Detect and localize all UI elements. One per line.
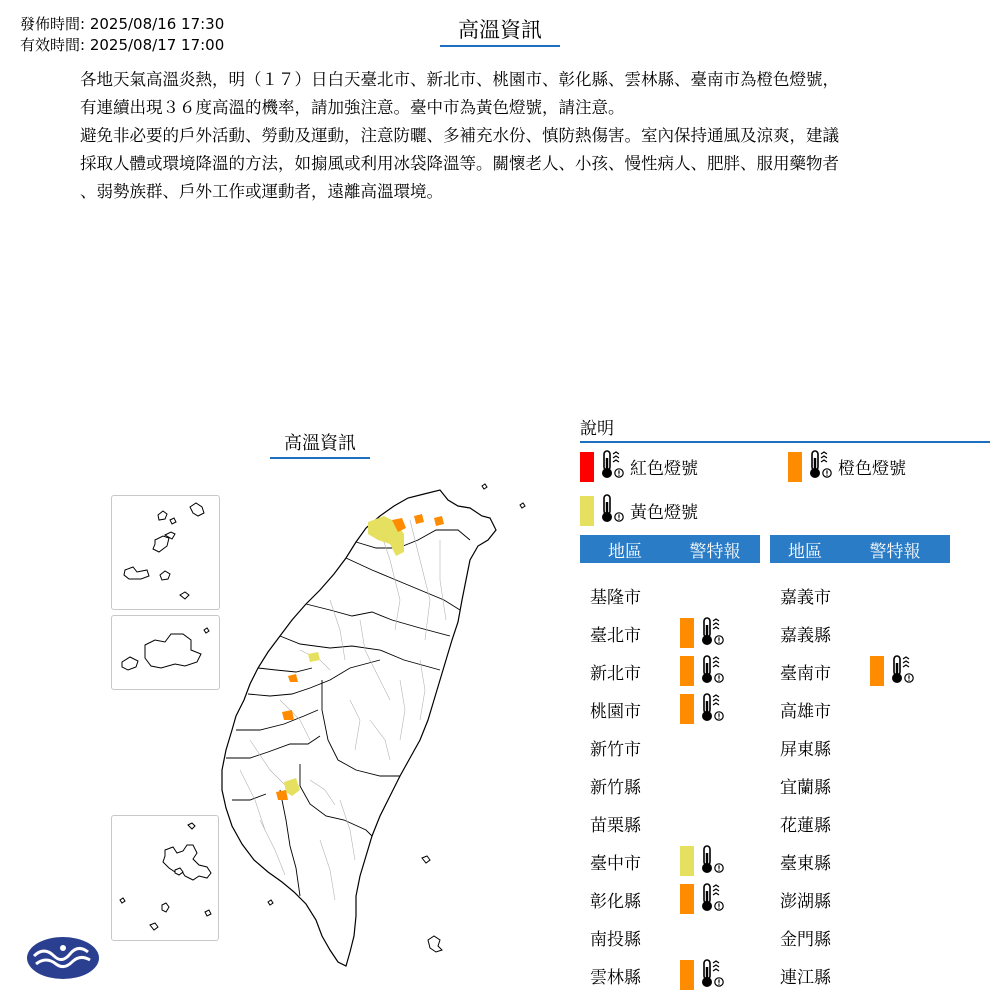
legend-label-red: 紅色燈號	[630, 459, 698, 479]
warning-swatch-orange	[870, 656, 884, 686]
table-row	[580, 804, 680, 842]
table-row	[580, 728, 680, 766]
kinmen-islands	[122, 628, 209, 670]
description-line: 避免非必要的戶外活動、勞動及運動，注意防曬、多補充水份、慎防熱傷害。室內保持通風及涼爽，建議	[80, 126, 839, 145]
table-row	[770, 728, 870, 766]
table-row	[770, 614, 870, 652]
warning-cell	[680, 615, 730, 652]
warning-cell	[680, 843, 730, 880]
table-row	[580, 690, 730, 728]
legend-label-yellow: 黃色燈號	[630, 503, 698, 523]
region-name: 臺南市	[780, 663, 831, 684]
column-header-warning: 警特報	[689, 541, 741, 562]
table-row	[770, 804, 870, 842]
region-name: 新北市	[590, 663, 641, 684]
warning-swatch-orange	[680, 694, 694, 724]
table-row	[770, 842, 870, 880]
region-name: 金門縣	[780, 929, 831, 950]
region-name: 新竹市	[590, 739, 641, 760]
region-name: 屏東縣	[780, 739, 831, 760]
thermometer-warning-icon	[698, 615, 726, 652]
warning-swatch-orange	[680, 618, 694, 648]
table-row	[770, 652, 920, 690]
region-name: 澎湖縣	[780, 891, 831, 912]
thermometer-warning-icon	[698, 691, 726, 728]
thermometer-warning-icon	[698, 957, 726, 994]
region-name: 花蓮縣	[780, 815, 831, 836]
warning-cell	[680, 957, 730, 994]
matsu-islands	[124, 503, 204, 599]
description-line: 、弱勢族群、戶外工作或運動者，遠離高溫環境。	[80, 182, 443, 201]
table-row	[580, 614, 730, 652]
valid-time: 有效時間: 2025/08/17 17:00	[20, 36, 225, 54]
warning-swatch-yellow	[680, 846, 694, 876]
page-title: 高溫資訊	[440, 16, 560, 47]
table-row	[770, 880, 870, 918]
warning-cell	[870, 653, 920, 690]
table-header-right	[770, 535, 950, 563]
region-name: 臺中市	[590, 853, 641, 874]
description-line: 有連續出現３６度高溫的機率，請加強注意。臺中市為黃色燈號，請注意。	[80, 98, 625, 117]
table-row	[770, 576, 870, 614]
thermometer-warning-icon	[698, 881, 726, 918]
region-name: 基隆市	[590, 587, 641, 608]
region-name: 嘉義縣	[780, 625, 831, 646]
legend-label-orange: 橙色燈號	[838, 459, 906, 479]
map-title: 高溫資訊	[270, 432, 370, 459]
table-row	[580, 576, 680, 614]
table-row	[770, 918, 870, 956]
table-row	[580, 842, 730, 880]
region-name: 桃園市	[590, 701, 641, 722]
legend-title: 說明	[580, 418, 990, 443]
region-name: 彰化縣	[590, 891, 641, 912]
table-row	[580, 956, 730, 994]
table-row	[580, 880, 730, 918]
legend-swatch-red	[580, 452, 594, 482]
penghu-islands	[120, 823, 211, 930]
legend-swatch-yellow	[580, 496, 594, 526]
region-name: 新竹縣	[590, 777, 641, 798]
column-header-warning: 警特報	[869, 541, 921, 562]
legend-orange	[788, 448, 906, 485]
thermometer-warning-icon	[806, 448, 834, 485]
cwa-logo-icon	[26, 936, 100, 984]
region-name: 南投縣	[590, 929, 641, 950]
column-header-region: 地區	[788, 541, 822, 562]
warning-swatch-orange	[680, 656, 694, 686]
table-row	[770, 956, 870, 994]
region-name: 嘉義市	[780, 587, 831, 608]
region-name: 臺東縣	[780, 853, 831, 874]
table-header-left	[580, 535, 760, 563]
region-name: 雲林縣	[590, 967, 641, 988]
table-row	[770, 766, 870, 804]
warning-swatch-orange	[680, 884, 694, 914]
table-row	[580, 766, 680, 804]
taiwan-main-island	[222, 490, 496, 966]
description-line: 採取人體或環境降溫的方法，如搧風或利用冰袋降溫等。關懷老人、小孩、慢性病人、肥胖、服用藥物者	[80, 154, 839, 173]
table-row	[770, 690, 870, 728]
legend-red	[580, 448, 698, 485]
column-header-region: 地區	[608, 541, 642, 562]
thermometer-warning-icon	[698, 653, 726, 690]
legend-yellow	[580, 492, 698, 529]
thermometer-warning-icon	[598, 492, 626, 529]
thermometer-warning-icon	[598, 448, 626, 485]
thermometer-warning-icon	[888, 653, 916, 690]
warning-swatch-orange	[680, 960, 694, 990]
table-row	[580, 652, 730, 690]
table-row	[580, 918, 680, 956]
issue-time: 發佈時間: 2025/08/16 17:30	[20, 15, 225, 33]
thermometer-warning-icon	[698, 843, 726, 880]
description-line: 各地天氣高溫炎熱，明（１７）日白天臺北市、新北市、桃園市、彰化縣、雲林縣、臺南市為橙色燈號，	[80, 70, 839, 89]
region-name: 臺北市	[590, 625, 641, 646]
region-name: 苗栗縣	[590, 815, 641, 836]
warning-cell	[680, 653, 730, 690]
region-name: 連江縣	[780, 967, 831, 988]
region-name: 高雄市	[780, 701, 831, 722]
warning-cell	[680, 691, 730, 728]
region-name: 宜蘭縣	[780, 777, 831, 798]
warning-cell	[680, 881, 730, 918]
legend-swatch-orange	[788, 452, 802, 482]
